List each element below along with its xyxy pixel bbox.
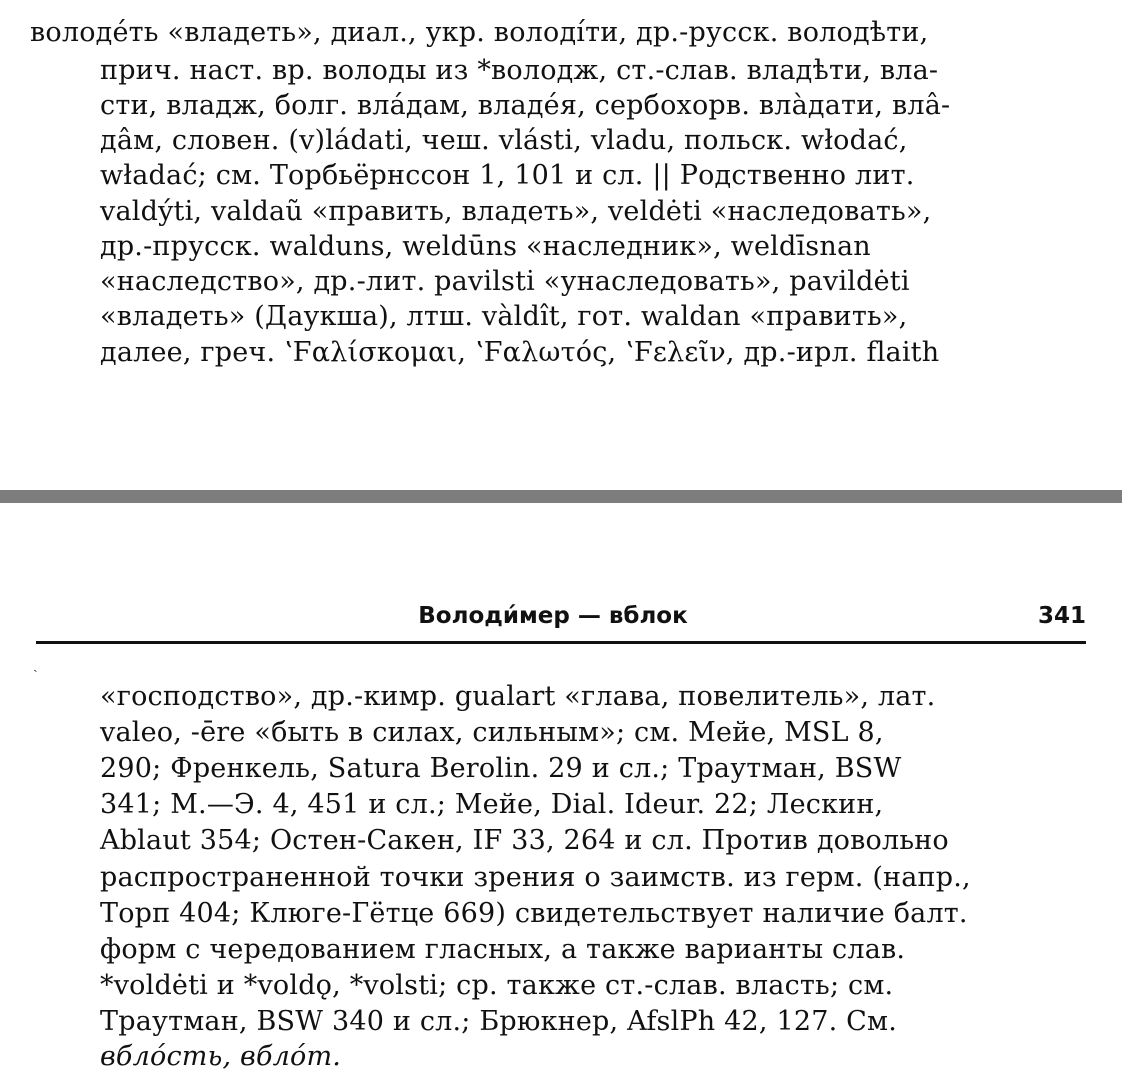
top-entry-line-3: сти, владж, болг. вла́дам, владе́я, сербохорв. вла̀дати, вла̂- bbox=[100, 90, 951, 121]
top-entry-line-1: володе́ть «владеть», диал., укр. володі́ти, др.-русск. володѣти, bbox=[30, 17, 929, 48]
bottom-entry-line-4: 341; М.—Э. 4, 451 и сл.; Мейе, Dial. Ideur. 22; Лескин, bbox=[100, 789, 884, 820]
bottom-entry-line-10: Траутман, BSW 340 и сл.; Брюкнер, AfslPh 42, 127. См. bbox=[100, 1006, 898, 1037]
header-rule bbox=[36, 641, 1086, 644]
bottom-entry-line-3: 290; Френкель, Satura Berolin. 29 и сл.; Траутман, BSW bbox=[100, 753, 902, 784]
top-entry-line-9: «владеть» (Даукша), лтш. vàldît, гот. waldan «править», bbox=[100, 301, 908, 332]
page-number: 341 bbox=[1037, 603, 1086, 629]
bottom-entry-line-2: valeo, -ēre «быть в силах, сильным»; см. Мейе, MSL 8, bbox=[100, 717, 884, 748]
top-entry-line-4: да̂м, словен. (v)ládati, чеш. vlásti, vladu, польск. włodać, bbox=[100, 125, 908, 156]
stray-mark: ˏ bbox=[33, 657, 38, 673]
bottom-entry-line-9: *voldėti и *voldǫ, *volsti; ср. также ст.-слав. власть; см. bbox=[100, 970, 894, 1001]
top-entry-line-5: władać; см. Торбьёрнссон 1, 101 и сл. || Родственно лит. bbox=[100, 160, 915, 191]
page-separator-bar bbox=[0, 490, 1122, 503]
running-title: Володи́мер — вблок bbox=[418, 603, 688, 629]
bottom-entry-line-11: вбло́сть, вбло́т. bbox=[100, 1041, 342, 1072]
top-entry-line-7: др.-прусск. walduns, weldūns «наследник», weldīsnan bbox=[100, 231, 871, 262]
top-entry-line-6: valdýti, valdaũ «править, владеть», veldėti «наследовать», bbox=[100, 196, 932, 227]
top-entry-line-2: прич. наст. вр. володы из *володж, ст.-слав. владѣти, вла- bbox=[100, 55, 939, 86]
top-entry-line-8: «наследство», др.-лит. pavilsti «унаследовать», pavildėti bbox=[100, 266, 910, 297]
bottom-entry-line-8: форм с чередованием гласных, а также варианты слав. bbox=[100, 934, 906, 965]
top-entry-line-10: далее, греч. ʽϜαλίσκομαι, ʽϜαλωτός, ʽϜελεῖν, др.-ирл. flaith bbox=[100, 337, 940, 368]
bottom-entry-line-6: распространенной точки зрения о заимств. из герм. (напр., bbox=[100, 862, 971, 893]
bottom-entry-line-1: «господство», др.-кимр. gualart «глава, повелитель», лат. bbox=[100, 681, 936, 712]
bottom-entry-line-5: Ablaut 354; Остен-Сакен, IF 33, 264 и сл. Против довольно bbox=[100, 825, 949, 856]
bottom-entry-line-7: Торп 404; Клюге-Гётце 669) свидетельствует наличие балт. bbox=[100, 898, 968, 929]
